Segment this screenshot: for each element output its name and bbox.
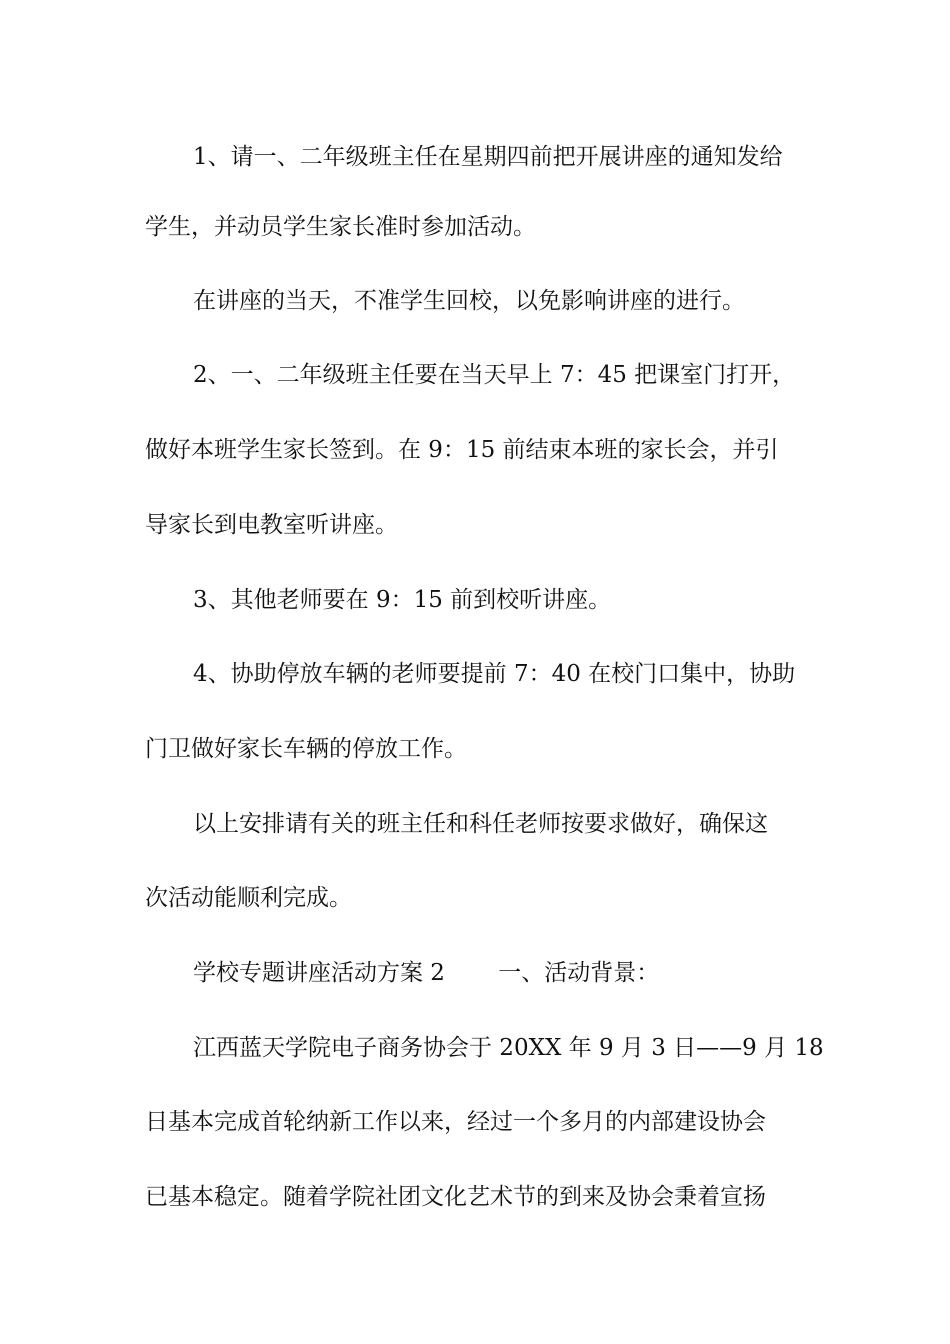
paragraph-line-6: 导家长到电教室听讲座。 [145,512,398,538]
paragraph-line-5: 做好本班学生家长签到。在 9：15 前结束本班的家长会，并引 [145,437,779,463]
paragraph-line-13: 江西蓝天学院电子商务协会于 20XX 年 9 月 3 日——9 月 18 [193,1035,824,1061]
paragraph-line-2: 学生，并动员学生家长准时参加活动。 [145,214,536,240]
paragraph-line-15: 已基本稳定。随着学院社团文化艺术节的到来及协会秉着宣扬 [145,1184,766,1210]
paragraph-line-7: 3、其他老师要在 9：15 前到校听讲座。 [193,587,612,613]
section-heading-line: 学校专题讲座活动方案 2 一、活动背景： [193,960,660,986]
paragraph-line-4: 2、一、二年级班主任要在当天早上 7：45 把课室门打开， [193,362,796,388]
paragraph-line-8: 4、协助停放车辆的老师要提前 7：40 在校门口集中，协助 [193,661,796,687]
paragraph-line-3: 在讲座的当天，不准学生回校，以免影响讲座的进行。 [193,288,745,314]
paragraph-line-11: 次活动能顺利完成。 [145,885,352,911]
paragraph-line-1: 1、请一、二年级班主任在星期四前把开展讲座的通知发给 [193,144,783,170]
paragraph-line-10: 以上安排请有关的班主任和科任老师按要求做好，确保这 [193,811,768,837]
paragraph-line-9: 门卫做好家长车辆的停放工作。 [145,736,467,762]
paragraph-line-14: 日基本完成首轮纳新工作以来，经过一个多月的内部建设协会 [145,1109,766,1135]
